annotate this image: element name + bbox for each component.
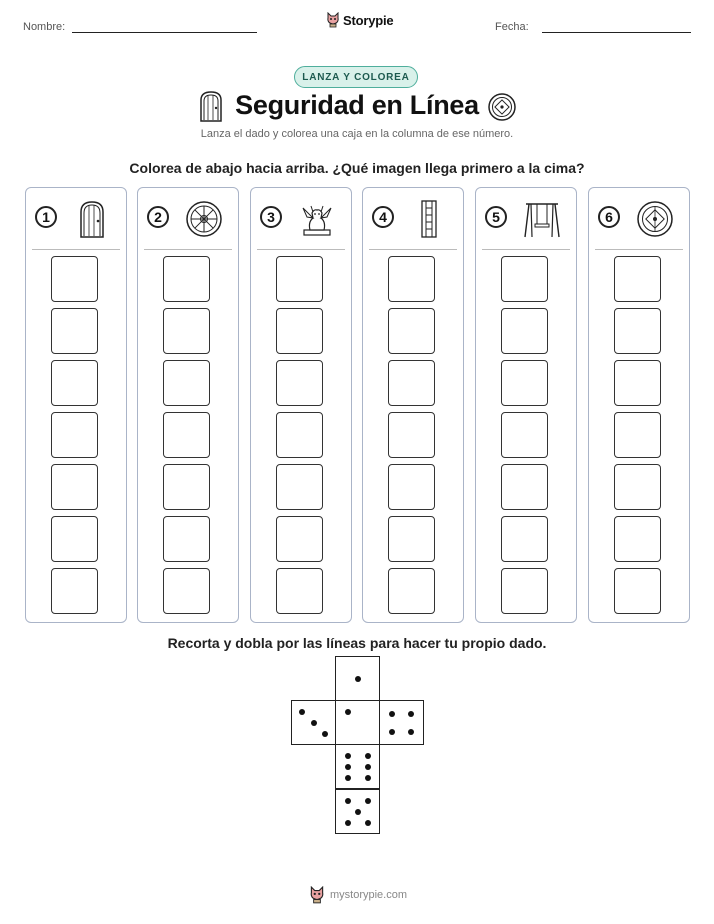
color-box[interactable] xyxy=(163,256,210,302)
color-box[interactable] xyxy=(614,256,661,302)
name-label: Nombre: xyxy=(23,21,66,33)
color-box[interactable] xyxy=(388,464,435,510)
die-pip xyxy=(345,820,351,826)
color-box[interactable] xyxy=(276,256,323,302)
color-box[interactable] xyxy=(276,516,323,562)
color-box[interactable] xyxy=(388,360,435,406)
color-box[interactable] xyxy=(276,412,323,458)
column-number: 1 xyxy=(35,206,57,228)
die-pip xyxy=(408,711,414,717)
die-pip xyxy=(345,798,351,804)
column-divider xyxy=(595,249,683,250)
color-box[interactable] xyxy=(163,360,210,406)
die-face-6 xyxy=(335,744,380,789)
die-pip xyxy=(365,820,371,826)
die-pip xyxy=(345,775,351,781)
die-pip xyxy=(355,676,361,682)
color-box[interactable] xyxy=(501,256,548,302)
wheel-icon xyxy=(185,200,223,238)
color-box[interactable] xyxy=(51,360,98,406)
column-number: 2 xyxy=(147,206,169,228)
die-face-4 xyxy=(379,700,424,745)
footer-site-link[interactable]: mystorypie.com xyxy=(330,889,408,901)
instruction-top: Colorea de abajo hacia arriba. ¿Qué imagen llega primero a la cima? xyxy=(129,160,585,176)
color-box[interactable] xyxy=(276,308,323,354)
footer xyxy=(309,886,407,904)
color-box[interactable] xyxy=(501,412,548,458)
ladder-icon xyxy=(410,200,448,238)
color-box[interactable] xyxy=(163,568,210,614)
die-face-5 xyxy=(335,789,380,834)
die-face-1 xyxy=(335,700,380,745)
date-label: Fecha: xyxy=(495,21,529,33)
die-pip xyxy=(355,809,361,815)
column-number: 3 xyxy=(260,206,282,228)
page-title: Seguridad en Línea xyxy=(235,90,479,120)
color-box[interactable] xyxy=(614,464,661,510)
cat-mascot-icon xyxy=(326,12,340,28)
swing-icon xyxy=(523,200,561,238)
activity-badge: LANZA Y COLOREA xyxy=(294,66,418,88)
color-box[interactable] xyxy=(163,412,210,458)
color-box[interactable] xyxy=(276,568,323,614)
instruction-bottom: Recorta y dobla por las líneas para hacer tu propio dado. xyxy=(167,635,547,651)
die-face-3 xyxy=(291,700,336,745)
die-pip xyxy=(345,709,351,715)
color-box[interactable] xyxy=(614,308,661,354)
die-pip xyxy=(365,764,371,770)
color-box[interactable] xyxy=(388,568,435,614)
die-pip xyxy=(389,729,395,735)
color-box[interactable] xyxy=(276,464,323,510)
die-pip xyxy=(365,775,371,781)
color-box[interactable] xyxy=(388,412,435,458)
column-6 xyxy=(588,187,690,623)
column-divider xyxy=(32,249,120,250)
column-divider xyxy=(369,249,457,250)
color-box[interactable] xyxy=(614,568,661,614)
name-line[interactable] xyxy=(72,32,257,33)
column-divider xyxy=(482,249,570,250)
column-number: 4 xyxy=(372,206,394,228)
brand-name: Storypie xyxy=(343,12,394,28)
color-box[interactable] xyxy=(51,464,98,510)
round-door-icon xyxy=(488,93,516,121)
die-pip xyxy=(311,720,317,726)
door-icon xyxy=(73,200,111,238)
round-door-icon xyxy=(636,200,674,238)
color-box[interactable] xyxy=(501,464,548,510)
die-pip xyxy=(389,711,395,717)
color-box[interactable] xyxy=(501,360,548,406)
die-face-1 xyxy=(335,656,380,701)
color-box[interactable] xyxy=(276,360,323,406)
column-1 xyxy=(25,187,127,623)
die-pip xyxy=(322,731,328,737)
color-box[interactable] xyxy=(163,464,210,510)
page-subtitle: Lanza el dado y colorea una caja en la columna de ese número. xyxy=(200,128,514,140)
column-divider xyxy=(144,249,232,250)
column-number: 5 xyxy=(485,206,507,228)
color-box[interactable] xyxy=(51,516,98,562)
brand-logo xyxy=(326,12,393,28)
date-line[interactable] xyxy=(542,32,691,33)
column-2 xyxy=(137,187,239,623)
color-box[interactable] xyxy=(51,568,98,614)
die-pip xyxy=(345,753,351,759)
column-3 xyxy=(250,187,352,623)
column-5 xyxy=(475,187,577,623)
color-box[interactable] xyxy=(501,516,548,562)
color-box[interactable] xyxy=(51,308,98,354)
color-box[interactable] xyxy=(163,308,210,354)
column-divider xyxy=(257,249,345,250)
gargoyle-icon xyxy=(298,200,336,238)
die-pip xyxy=(299,709,305,715)
color-box[interactable] xyxy=(501,568,548,614)
die-pip xyxy=(365,798,371,804)
color-box[interactable] xyxy=(388,516,435,562)
color-box[interactable] xyxy=(501,308,548,354)
column-number: 6 xyxy=(598,206,620,228)
die-pip xyxy=(365,753,371,759)
die-pip xyxy=(345,764,351,770)
color-box[interactable] xyxy=(614,516,661,562)
color-box[interactable] xyxy=(51,256,98,302)
color-box[interactable] xyxy=(51,412,98,458)
cat-mascot-icon xyxy=(309,886,325,904)
color-box[interactable] xyxy=(388,256,435,302)
color-box[interactable] xyxy=(614,412,661,458)
column-4 xyxy=(362,187,464,623)
die-pip xyxy=(408,729,414,735)
color-box[interactable] xyxy=(388,308,435,354)
color-box[interactable] xyxy=(163,516,210,562)
color-box[interactable] xyxy=(614,360,661,406)
